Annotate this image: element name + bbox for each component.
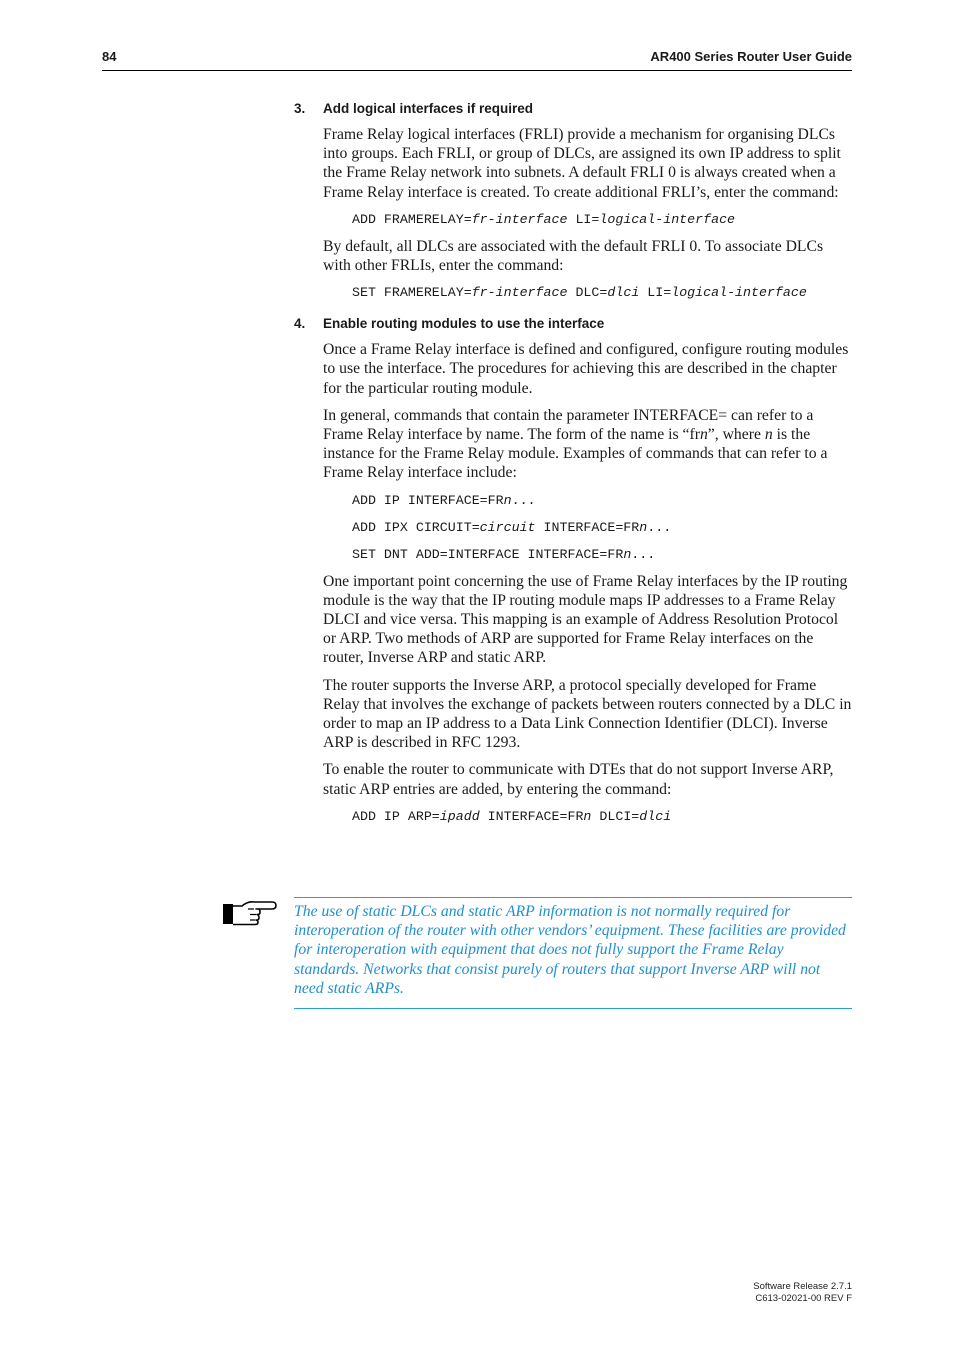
page-header (102, 48, 852, 71)
step-4-paragraph-5: To enable the router to communicate with DTEs that do not support Inverse ARP, static ARP entries are added, by entering the command: (323, 761, 834, 798)
command-add-ipx-circuit: ADD IPX CIRCUIT=circuit INTERFACE=FRn... (352, 519, 672, 535)
note-text: The use of static DLCs and static ARP information is not normally required for interoperation of the router with other vendors’ equipment. These facilities are provided for interoperation with equipment that does not fully support the Frame Relay standards. Networks that consist purely of routers that support Inverse ARP will not need static ARPs. (294, 903, 846, 997)
step-title: Add logical interfaces if required (323, 101, 534, 116)
step-3-paragraph-1: Frame Relay logical interfaces (FRLI) provide a mechanism for organising DLCs into groups. Each FRLI, or group of DLCs, are assigned its own IP address to split the Frame Relay network into subnets. A default FRLI 0 is always created when a Frame Relay interface is created. To create additional FRLI’s, enter the command: (323, 126, 841, 201)
step-number: 3. (294, 101, 306, 116)
command-set-dnt: SET DNT ADD=INTERFACE INTERFACE=FRn... (352, 546, 656, 562)
software-release: Software Release 2.7.1 (753, 1281, 852, 1292)
step-number: 4. (294, 316, 306, 332)
step-4-paragraph-4: The router supports the Inverse ARP, a protocol specially developed for Frame Relay that involves the exchange of packets between routers connected by a DLC in order to map an IP address to a Data Link Connection Identifier (DLCI). Inverse ARP is described in RFC 1293. (323, 676, 852, 752)
page-number: 84 (102, 49, 117, 64)
step-title: Enable routing modules to use the interface (323, 316, 605, 332)
step-4-paragraph-2: In general, commands that contain the parameter INTERFACE= can refer to a Frame Relay interface by name. The form of the name is “frn”, where n is the instance for the Frame Relay module. Examples of commands that can refer to a Frame Relay interface include: (323, 406, 828, 482)
step-3-paragraph-2: By default, all DLCs are associated with the default FRLI 0. To associate DLCs with other FRLIs, enter the command: (323, 237, 824, 275)
main-content (294, 101, 854, 834)
note-box (294, 897, 852, 1009)
command-add-ip-interface: ADD IP INTERFACE=FRn... (352, 492, 536, 508)
pointing-hand-icon (222, 897, 278, 927)
guide-title: AR400 Series Router User Guide (650, 49, 852, 64)
command-add-framerelay: ADD FRAMERELAY=fr-interface LI=logical-interface (352, 211, 736, 227)
step-3-heading (294, 101, 854, 116)
step-4-paragraph-3: One important point concerning the use of Frame Relay interfaces by the IP routing module is the way that the IP routing module maps IP addresses to a Frame Relay DLCI and vice versa. This mapping is an example of Address Resolution Protocol or ARP. Two methods of ARP are supported for Frame Relay interfaces on the router, Inverse ARP and static ARP. (323, 572, 848, 667)
command-add-ip-arp: ADD IP ARP=ipadd INTERFACE=FRn DLCI=dlci (352, 808, 672, 824)
command-set-framerelay: SET FRAMERELAY=fr-interface DLC=dlci LI=logical-interface (352, 285, 807, 301)
step-4-paragraph-1: Once a Frame Relay interface is defined and configured, configure routing modules to use the interface. The procedures for achieving this are described in the chapter for the particular routing module. (323, 341, 849, 397)
page-footer (753, 1281, 852, 1304)
document-id: C613-02021-00 REV F (755, 1292, 852, 1304)
step-4-heading (294, 316, 854, 331)
